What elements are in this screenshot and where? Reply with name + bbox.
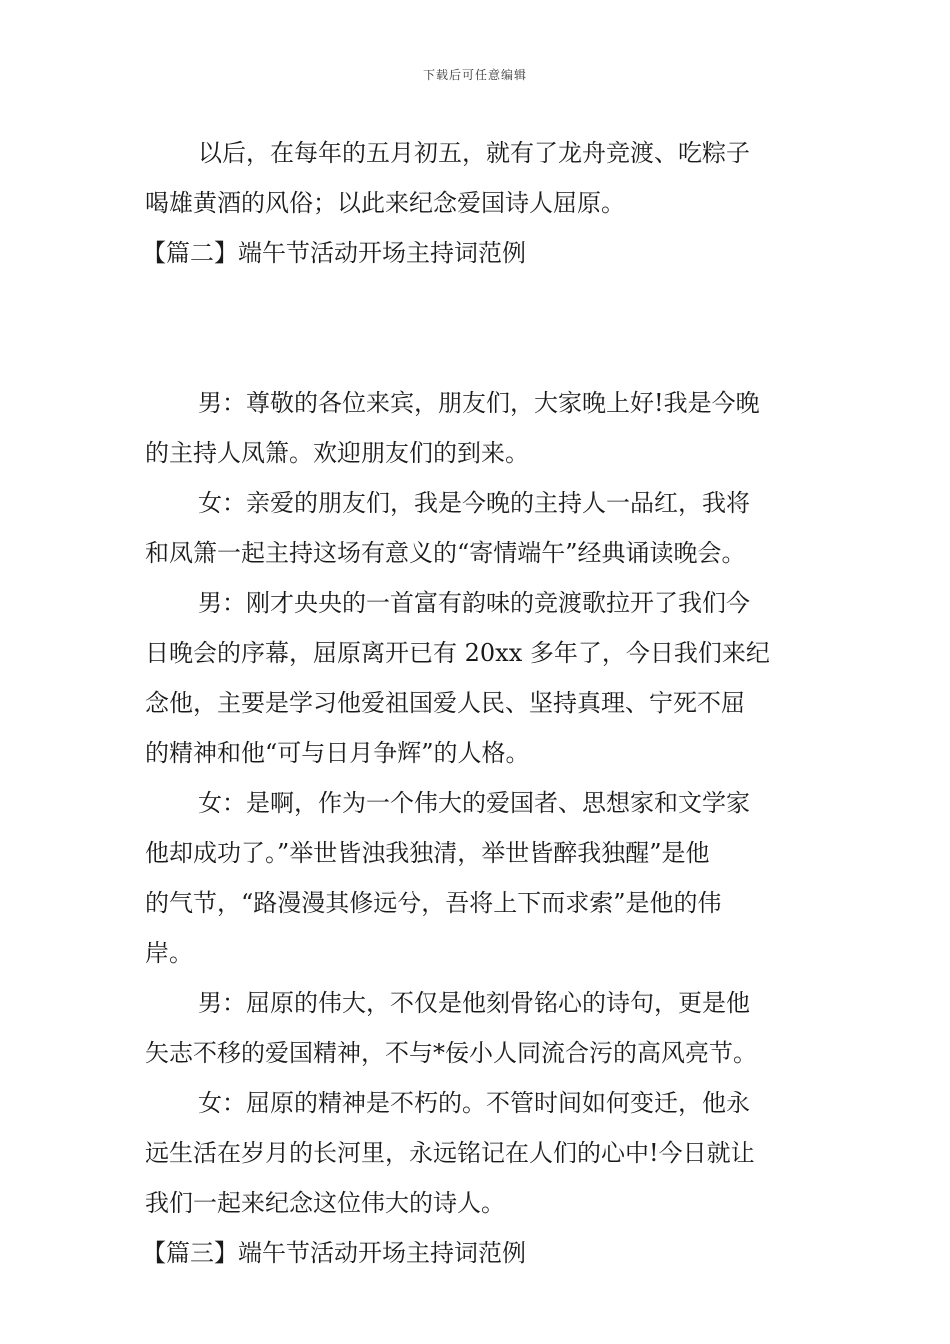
- paragraph-line: 日晚会的序幕，屈原离开已有 20xx 多年了，今日我们来纪: [145, 639, 770, 667]
- paragraph-line: 女：亲爱的朋友们，我是今晚的主持人一品红，我将: [198, 489, 750, 517]
- paragraph-line: 男：刚才央央的一首富有韵味的竞渡歌拉开了我们今: [198, 589, 750, 617]
- paragraph-line: 他却成功了。”举世皆浊我独清，举世皆醉我独醒”是他: [145, 839, 710, 867]
- section-spacer: [145, 278, 810, 378]
- paragraph-line: 远生活在岁月的长河里，永远铭记在人们的心中!今日就让: [145, 1139, 755, 1167]
- paragraph-line: 岸。: [145, 939, 193, 967]
- paragraph-line: 女：是啊，作为一个伟大的爱国者、思想家和文学家: [198, 789, 750, 817]
- paragraph-line: 的主持人凤箫。欢迎朋友们的到来。: [145, 439, 529, 467]
- paragraph-line: 以后，在每年的五月初五，就有了龙舟竞渡、吃粽子: [198, 139, 750, 167]
- section-heading-2: 【篇二】端午节活动开场主持词范例: [142, 239, 526, 267]
- section-heading-3: 【篇三】端午节活动开场主持词范例: [142, 1239, 526, 1267]
- paragraph-line: 和凤箫一起主持这场有意义的“寄情端午”经典诵读晚会。: [145, 539, 746, 567]
- paragraph-line: 念他，主要是学习他爱祖国爱人民、坚持真理、宁死不屈: [145, 689, 745, 717]
- paragraph-line: 我们一起来纪念这位伟大的诗人。: [145, 1189, 505, 1217]
- paragraph-line: 女：屈原的精神是不朽的。不管时间如何变迁，他永: [198, 1089, 750, 1117]
- paragraph-line: 矢志不移的爱国精神，不与*佞小人同流合污的高风亮节。: [145, 1039, 757, 1067]
- paragraph-line: 喝雄黄酒的风俗；以此来纪念爱国诗人屈原。: [145, 189, 625, 217]
- paragraph-line: 的精神和他“可与日月争辉”的人格。: [145, 739, 530, 767]
- paragraph-line: 男：尊敬的各位来宾，朋友们，大家晚上好!我是今晚: [198, 389, 760, 417]
- page-header: 下载后可任意编辑: [422, 68, 527, 82]
- document-body: [142, 128, 810, 1278]
- paragraph-line: 男：屈原的伟大，不仅是他刻骨铭心的诗句，更是他: [198, 989, 750, 1017]
- paragraph-line: 的气节，“路漫漫其修远兮，吾将上下而求索”是他的伟: [145, 889, 722, 917]
